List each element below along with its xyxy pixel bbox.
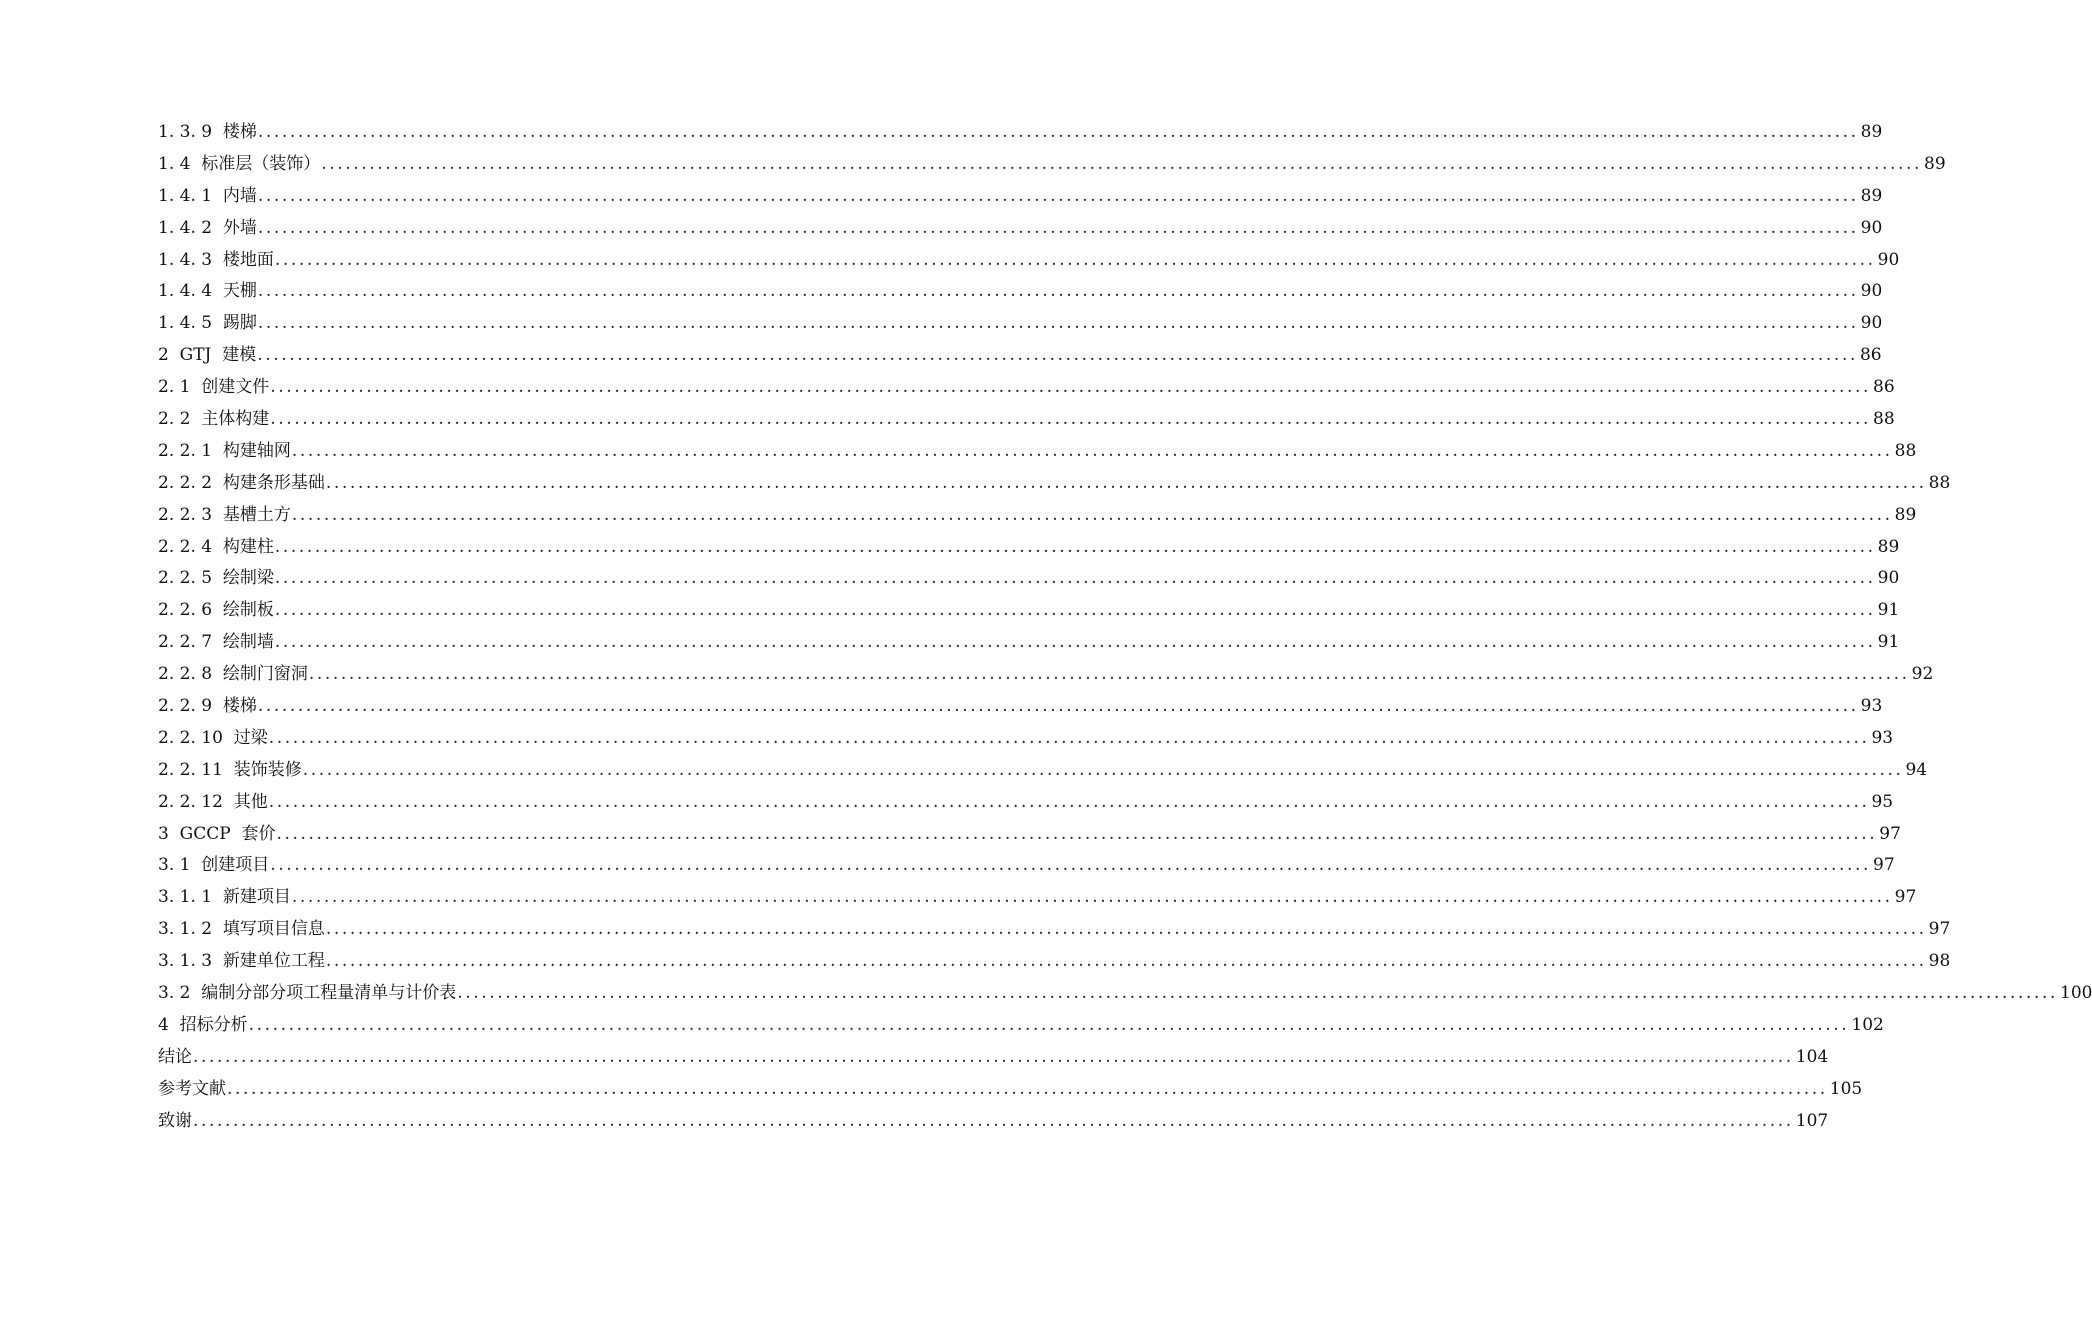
toc-entry-title: [158, 850, 269, 882]
toc-entry-label: 过梁: [233, 727, 268, 748]
toc-entry[interactable]: [158, 276, 1883, 308]
toc-entry-number: 2: [158, 345, 169, 366]
toc-entry[interactable]: [158, 372, 1895, 404]
toc-entry-page: 97: [1894, 887, 1917, 908]
toc-leader-dots: ........................................................................................................................................................................................................: [274, 600, 1876, 621]
toc-entry-label: 其他: [233, 791, 268, 812]
toc-leader-dots: ........................................................................................................................................................................................................: [457, 983, 2059, 1004]
toc-leader-dots: ........................................................................................................................................................................................................: [270, 377, 1872, 398]
toc-leader-dots: ........................................................................................................................................................................................................: [268, 791, 1870, 812]
toc-entry-page: 105: [1829, 1078, 1863, 1099]
toc-entry-title: [158, 404, 269, 436]
toc-entry-label: 参考文献: [158, 1078, 226, 1099]
toc-entry-number: 2. 2. 3: [158, 504, 213, 525]
toc-entry-number: 3. 1: [158, 855, 191, 876]
toc-entry-page: 107: [1795, 1110, 1829, 1131]
toc-entry-title: [158, 819, 275, 851]
toc-entry-label: 新建项目: [222, 887, 291, 908]
toc-entry-page: 90: [1860, 281, 1883, 302]
toc-entry-title: [158, 1010, 248, 1042]
toc-entry-page: 93: [1860, 696, 1883, 717]
toc-entry-label: 绘制板: [222, 600, 274, 621]
toc-leader-dots: ........................................................................................................................................................................................................: [291, 440, 1893, 461]
toc-entry-title: [158, 755, 302, 787]
toc-entry-page: 90: [1860, 313, 1883, 334]
toc-entry-number: 1. 4. 4: [158, 281, 213, 302]
toc-entry-title: [158, 914, 325, 946]
toc-entry-label: 致谢: [158, 1110, 192, 1131]
toc-leader-dots: ........................................................................................................................................................................................................: [270, 855, 1872, 876]
toc-entry-number: 2. 2. 7: [158, 632, 213, 653]
toc-entry-number: 1. 4. 2: [158, 217, 213, 238]
toc-entry[interactable]: [158, 1010, 1884, 1042]
toc-entry[interactable]: [158, 117, 1883, 149]
toc-entry-page: 86: [1873, 377, 1895, 398]
toc-entry[interactable]: [158, 1106, 1829, 1138]
toc-entry-number: 1. 4. 1: [158, 185, 213, 206]
toc-leader-dots: ........................................................................................................................................................................................................: [274, 249, 1876, 270]
toc-entry-label: 填写项目信息: [222, 919, 325, 940]
toc-entry[interactable]: [158, 819, 1901, 851]
toc-entry-title: [158, 659, 308, 691]
toc-entry-label: 楼地面: [222, 249, 274, 270]
toc-entry[interactable]: [158, 436, 1917, 468]
toc-entry-page: 104: [1795, 1046, 1829, 1067]
toc-entry-label: 外墙: [222, 217, 257, 238]
toc-entry[interactable]: [158, 1074, 1863, 1106]
toc-entry-title: [158, 181, 257, 213]
toc-entry-page: 90: [1877, 568, 1900, 589]
toc-entry-title: [158, 1042, 192, 1074]
toc-entry-label: 装饰装修: [233, 759, 302, 780]
toc-entry-label: 构建条形基础: [222, 472, 325, 493]
toc-entry-number: 2. 2. 2: [158, 472, 213, 493]
toc-entry-page: 92: [1911, 664, 1934, 685]
toc-entry-title: [158, 117, 257, 149]
toc-entry-page: 89: [1894, 504, 1917, 525]
toc-entry-label: 创建文件: [201, 377, 270, 398]
toc-entry-number: 2. 2. 11: [158, 759, 223, 780]
toc-entry-label: 标准层（装饰）: [201, 153, 321, 174]
toc-entry[interactable]: [158, 181, 1883, 213]
toc-entry-title: [158, 627, 274, 659]
toc-entry[interactable]: [158, 978, 2092, 1010]
toc-leader-dots: ........................................................................................................................................................................................................: [257, 696, 1859, 717]
toc-entry-label: 踢脚: [222, 313, 257, 334]
toc-entry-title: [158, 532, 274, 564]
toc-entry[interactable]: [158, 627, 1900, 659]
toc-entry-title: [158, 595, 274, 627]
toc-entry[interactable]: [158, 245, 1900, 277]
toc-entry[interactable]: [158, 404, 1895, 436]
toc-entry-label: 天棚: [222, 281, 257, 302]
toc-entry-label: 招标分析: [179, 1014, 248, 1035]
toc-entry-number: 2. 2. 9: [158, 696, 213, 717]
toc-leader-dots: ........................................................................................................................................................................................................: [257, 121, 1859, 142]
toc-entry-number: 3: [158, 823, 169, 844]
toc-entry-number: 2. 2. 6: [158, 600, 213, 621]
toc-entry-title: [158, 691, 257, 723]
toc-entry[interactable]: [158, 946, 1951, 978]
toc-leader-dots: ........................................................................................................................................................................................................: [227, 1078, 1828, 1099]
toc-entry-title: [158, 436, 291, 468]
toc-leader-dots: ........................................................................................................................................................................................................: [257, 345, 1858, 366]
toc-leader-dots: ........................................................................................................................................................................................................: [325, 919, 1927, 940]
toc-entry-number: 2. 2. 8: [158, 664, 213, 685]
toc-entry-title: [158, 340, 256, 372]
toc-entry-page: 97: [1879, 823, 1901, 844]
table-of-contents: [158, 117, 2092, 1138]
toc-entry-number: 2. 2: [158, 409, 191, 429]
toc-leader-dots: ........................................................................................................................................................................................................: [308, 664, 1910, 685]
toc-entry[interactable]: [158, 213, 1883, 245]
toc-entry-number: 2. 2. 1: [158, 440, 213, 461]
toc-entry-number: 3. 1. 3: [158, 951, 213, 972]
toc-leader-dots: ........................................................................................................................................................................................................: [325, 472, 1927, 493]
toc-leader-dots: ........................................................................................................................................................................................................: [274, 632, 1876, 653]
toc-entry-page: 91: [1877, 632, 1900, 653]
toc-entry-title: [158, 372, 269, 404]
toc-entry-label: 构建柱: [222, 536, 274, 557]
toc-entry-page: 90: [1877, 249, 1900, 270]
toc-entry-page: 89: [1877, 536, 1900, 557]
toc-entry-page: 100: [2060, 983, 2092, 1004]
toc-entry-title: [158, 308, 257, 340]
toc-entry[interactable]: [158, 691, 1883, 723]
toc-entry-number: 1. 4. 3: [158, 249, 213, 270]
toc-entry-label: GTJ 建模: [179, 345, 257, 366]
toc-entry[interactable]: [158, 882, 1917, 914]
toc-entry[interactable]: [158, 659, 1934, 691]
toc-entry[interactable]: [158, 723, 1894, 755]
toc-entry-label: 楼梯: [222, 121, 257, 142]
toc-leader-dots: ........................................................................................................................................................................................................: [291, 887, 1893, 908]
toc-entry-label: 新建单位工程: [222, 951, 325, 972]
toc-entry-page: 88: [1928, 472, 1951, 493]
toc-entry-page: 93: [1871, 727, 1894, 748]
toc-entry-label: 内墙: [222, 185, 257, 206]
toc-entry-label: 构建轴网: [222, 440, 291, 461]
toc-entry-page: 94: [1905, 759, 1928, 780]
toc-leader-dots: ........................................................................................................................................................................................................: [257, 281, 1859, 302]
toc-entry-label: GCCP 套价: [179, 823, 276, 844]
toc-entry-title: [158, 787, 268, 819]
toc-entry[interactable]: [158, 149, 1946, 181]
toc-entry-number: 2. 1: [158, 377, 191, 398]
toc-entry-number: 3. 1. 1: [158, 887, 213, 908]
toc-leader-dots: ........................................................................................................................................................................................................: [291, 504, 1893, 525]
toc-entry-label: 结论: [158, 1046, 192, 1067]
toc-leader-dots: ........................................................................................................................................................................................................: [193, 1046, 1794, 1067]
toc-entry-number: 2. 2. 10: [158, 727, 223, 748]
toc-entry[interactable]: [158, 532, 1900, 564]
toc-entry[interactable]: [158, 914, 1951, 946]
toc-leader-dots: ........................................................................................................................................................................................................: [321, 153, 1923, 174]
toc-entry[interactable]: [158, 340, 1882, 372]
toc-entry-page: 89: [1924, 153, 1946, 174]
toc-leader-dots: ........................................................................................................................................................................................................: [257, 185, 1859, 206]
toc-entry-page: 86: [1859, 345, 1882, 366]
toc-entry-page: 89: [1860, 121, 1883, 142]
toc-entry-page: 97: [1928, 919, 1951, 940]
toc-entry-title: [158, 149, 320, 181]
toc-leader-dots: ........................................................................................................................................................................................................: [325, 951, 1927, 972]
toc-entry-number: 1. 4. 5: [158, 313, 213, 334]
toc-leader-dots: ........................................................................................................................................................................................................: [248, 1014, 1850, 1035]
toc-entry-title: [158, 276, 257, 308]
toc-entry-page: 97: [1873, 855, 1895, 876]
toc-entry[interactable]: [158, 595, 1900, 627]
toc-entry-label: 基槽土方: [222, 504, 291, 525]
toc-entry-title: [158, 1106, 192, 1138]
toc-leader-dots: ........................................................................................................................................................................................................: [276, 823, 1878, 844]
toc-entry-number: 2. 2. 5: [158, 568, 213, 589]
toc-entry-number: 3. 1. 2: [158, 919, 213, 940]
toc-entry-title: [158, 245, 274, 277]
toc-entry[interactable]: [158, 308, 1883, 340]
toc-entry-number: 4: [158, 1014, 169, 1035]
toc-entry-title: [158, 723, 268, 755]
toc-entry-label: 楼梯: [222, 696, 257, 717]
toc-entry[interactable]: [158, 500, 1917, 532]
toc-leader-dots: ........................................................................................................................................................................................................: [302, 759, 1904, 780]
toc-entry-number: 2. 2. 12: [158, 791, 223, 812]
toc-entry-page: 90: [1860, 217, 1883, 238]
toc-leader-dots: ........................................................................................................................................................................................................: [270, 409, 1872, 429]
toc-entry-title: [158, 563, 274, 595]
toc-entry[interactable]: [158, 850, 1895, 882]
toc-entry-page: 89: [1860, 185, 1883, 206]
toc-entry[interactable]: [158, 468, 1951, 500]
toc-entry-page: 102: [1851, 1014, 1884, 1035]
toc-entry-label: 编制分部分项工程量清单与计价表: [201, 983, 457, 1004]
toc-entry-label: 绘制梁: [222, 568, 274, 589]
toc-entry-label: 绘制门窗洞: [222, 664, 308, 685]
toc-leader-dots: ........................................................................................................................................................................................................: [274, 568, 1876, 589]
toc-leader-dots: ........................................................................................................................................................................................................: [268, 727, 1870, 748]
toc-leader-dots: ........................................................................................................................................................................................................: [257, 313, 1859, 334]
toc-entry[interactable]: [158, 755, 1928, 787]
toc-entry-page: 95: [1871, 791, 1894, 812]
toc-leader-dots: ........................................................................................................................................................................................................: [193, 1110, 1794, 1131]
toc-entry-label: 绘制墙: [222, 632, 274, 653]
toc-entry-title: [158, 1074, 226, 1106]
toc-entry-title: [158, 468, 325, 500]
toc-entry-page: 91: [1877, 600, 1900, 621]
toc-entry-title: [158, 946, 325, 978]
toc-entry-number: 3. 2: [158, 983, 191, 1004]
toc-entry[interactable]: [158, 563, 1900, 595]
toc-entry-title: [158, 500, 291, 532]
toc-leader-dots: ........................................................................................................................................................................................................: [257, 217, 1859, 238]
toc-leader-dots: ........................................................................................................................................................................................................: [274, 536, 1876, 557]
toc-entry-label: 主体构建: [201, 409, 270, 429]
toc-entry-page: 88: [1894, 440, 1917, 461]
toc-entry-number: 2. 2. 4: [158, 536, 213, 557]
toc-entry-number: 1. 3. 9: [158, 121, 213, 142]
toc-entry[interactable]: [158, 1042, 1829, 1074]
toc-entry-label: 创建项目: [201, 855, 270, 876]
toc-entry-page: 88: [1873, 409, 1895, 429]
toc-entry-title: [158, 882, 291, 914]
toc-entry-title: [158, 213, 257, 245]
toc-entry[interactable]: [158, 787, 1894, 819]
toc-entry-page: 98: [1928, 951, 1951, 972]
toc-entry-title: [158, 978, 456, 1010]
toc-entry-number: 1. 4: [158, 153, 191, 174]
